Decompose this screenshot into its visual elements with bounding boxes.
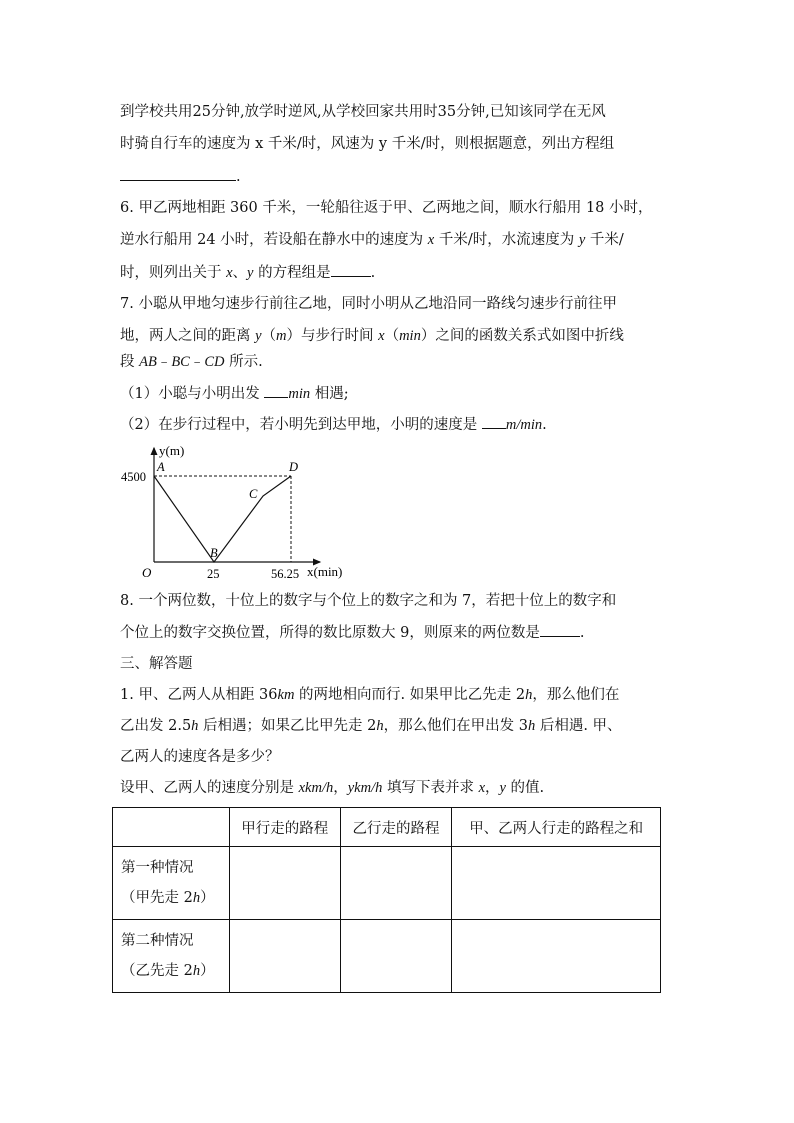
text: 千米/ <box>585 232 624 248</box>
row-label-line <box>121 883 221 913</box>
var-x: x <box>378 328 385 344</box>
unit-m-per-min: m/min <box>505 417 543 433</box>
text: 的方程组是 <box>253 265 331 281</box>
text: 后相遇. 甲、 <box>535 718 622 734</box>
problem8-line2 <box>120 622 584 643</box>
text: 的两地相向而行. 如果甲比乙先走 2 <box>294 687 526 703</box>
text: ﹣ <box>156 354 172 370</box>
period: . <box>370 265 376 281</box>
section-title: 三、解答题 <box>120 656 193 672</box>
table-header-cell: 甲、乙两人行走的路程之和 <box>452 808 661 847</box>
text: 时，则列出关于 <box>120 265 227 281</box>
table-cell-empty[interactable] <box>229 920 340 993</box>
table-cell-empty[interactable] <box>229 847 340 920</box>
point-a-label: A <box>157 460 165 474</box>
table-header-cell <box>113 808 230 847</box>
unit-h: h <box>376 718 384 734</box>
text: 逆水行船用 24 小时，若设船在静水中的速度为 <box>120 232 428 248</box>
text: ， <box>485 780 500 796</box>
speed-y: ykm/h <box>347 780 383 796</box>
segment-cd: CD <box>204 354 225 370</box>
var-y: y <box>255 328 262 344</box>
var-y: y <box>247 265 254 281</box>
text: 相遇; <box>310 386 349 402</box>
unit-h: h <box>191 718 199 734</box>
text: 所示. <box>224 354 263 370</box>
row-label-case2 <box>113 920 230 993</box>
table-header-cell: 乙行走的路程 <box>340 808 452 847</box>
text: 千米/时，水流速度为 <box>434 232 579 248</box>
text: 的值. <box>505 780 545 796</box>
text: ） <box>200 963 215 979</box>
answer1-line1 <box>120 685 619 705</box>
text: （1）小聪与小明出发 <box>120 386 265 402</box>
text: ）与步行时间 <box>286 328 379 344</box>
answer-blank[interactable] <box>120 166 236 181</box>
unit-min: min <box>288 386 311 402</box>
segment-ab: AB <box>139 354 157 370</box>
unit-h: h <box>192 963 201 979</box>
problem7-line2 <box>120 326 624 346</box>
problem7-line3 <box>120 352 263 372</box>
table-cell-empty[interactable] <box>340 847 452 920</box>
table-cell-empty[interactable] <box>452 847 661 920</box>
var-y: y <box>499 780 506 796</box>
text: 个位上的数字交换位置，所得的数比原数大 9，则原来的两位数是 <box>120 625 540 641</box>
segment-bc: BC <box>171 354 190 370</box>
text: ，那么他们在 <box>532 687 620 703</box>
table-row <box>113 920 661 993</box>
table-cell-empty[interactable] <box>452 920 661 993</box>
broken-line-ab-bc-cd <box>154 476 291 562</box>
point-b-label: B <box>210 546 218 560</box>
text: （甲先走 2 <box>121 890 193 906</box>
distance-time-graph <box>115 440 365 585</box>
answer1-line4 <box>120 778 544 798</box>
row-label-line <box>121 956 221 986</box>
answer1-line2 <box>120 716 622 736</box>
row-label-line: 第二种情况 <box>121 933 194 949</box>
answer-blank[interactable] <box>331 262 371 277</box>
var-x: x <box>478 780 486 796</box>
unit-h: h <box>527 718 536 734</box>
problem5-line2: 时骑自行车的速度为 x 千米/时，风速为 y 千米/时，则根据题意，列出方程组 <box>120 136 615 152</box>
table-header-row <box>113 808 661 847</box>
row-label-line: 第一种情况 <box>121 860 194 876</box>
problem6-line2 <box>120 230 624 250</box>
text: （ <box>384 328 400 344</box>
var-x: x <box>226 265 233 281</box>
problem5-line1: 到学校共用25分钟,放学时逆风,从学校回家共用时35分钟,已知该同学在无风 <box>120 104 606 120</box>
text: ，那么他们在甲出发 3 <box>383 718 528 734</box>
unit-min: min <box>399 328 421 344</box>
unit-h: h <box>192 890 201 906</box>
text: . <box>542 417 547 433</box>
text: ， <box>333 780 348 796</box>
problem7-question1 <box>120 383 349 404</box>
problem7-line1: 7. 小聪从甲地匀速步行前往乙地，同时小明从乙地沿同一路线匀速步行前往甲 <box>120 296 617 312</box>
x-tick-25: 25 <box>207 567 220 581</box>
var-y: y <box>578 232 586 248</box>
table-cell-empty[interactable] <box>340 920 452 993</box>
answer1-line3: 乙两人的速度各是多少？ <box>120 749 280 765</box>
problem6-line1: 6. 甲乙两地相距 360 千米，一轮船往返于甲、乙两地之间，顺水行船用 18 小时， <box>120 200 653 216</box>
x-tick-56-25: 56.25 <box>271 567 300 581</box>
speed-x: xkm/h <box>298 780 334 796</box>
point-d-label: D <box>289 460 299 474</box>
period: . <box>579 625 585 641</box>
text: 填写下表并求 <box>382 780 479 796</box>
text: 后相遇；如果乙比甲先走 2 <box>198 718 377 734</box>
text: ﹣ <box>189 354 205 370</box>
y-axis-label: y(m) <box>159 443 185 458</box>
table-row <box>113 847 661 920</box>
fill-in-table <box>112 807 661 993</box>
text: 地，两人之间的距离 <box>120 328 256 344</box>
text: 、 <box>232 265 248 281</box>
x-axis-label: x(min) <box>307 564 343 579</box>
answer-blank[interactable] <box>482 414 506 429</box>
answer-blank[interactable] <box>540 622 580 637</box>
unit-m: m <box>276 328 287 344</box>
y-tick-4500: 4500 <box>121 470 146 484</box>
problem6-line3 <box>120 262 375 283</box>
text: （2）在步行过程中，若小明先到达甲地，小明的速度是 <box>120 417 482 433</box>
problem8-line1: 8. 一个两位数，十位上的数字与个位上的数字之和为 7，若把十位上的数字和 <box>120 593 617 609</box>
text: 1. 甲、乙两人从相距 36 <box>120 687 278 703</box>
unit-km: km <box>277 687 295 703</box>
text: ）之间的函数关系式如图中折线 <box>420 328 624 344</box>
text: 乙出发 2.5 <box>120 718 192 734</box>
text: 设甲、乙两人的速度分别是 <box>120 780 299 796</box>
answer-blank[interactable] <box>264 383 288 398</box>
row-label-case1 <box>113 847 230 920</box>
period: . <box>236 169 241 185</box>
var-x: x <box>427 232 435 248</box>
text: （乙先走 2 <box>121 963 193 979</box>
text: 段 <box>120 354 140 370</box>
text: ） <box>200 890 215 906</box>
point-c-label: C <box>249 487 258 501</box>
table-header-cell: 甲行走的路程 <box>229 808 340 847</box>
unit-h: h <box>525 687 533 703</box>
problem7-question2 <box>120 414 547 435</box>
origin-label: O <box>142 565 152 580</box>
problem5-line3 <box>120 166 241 187</box>
text: （ <box>261 328 277 344</box>
